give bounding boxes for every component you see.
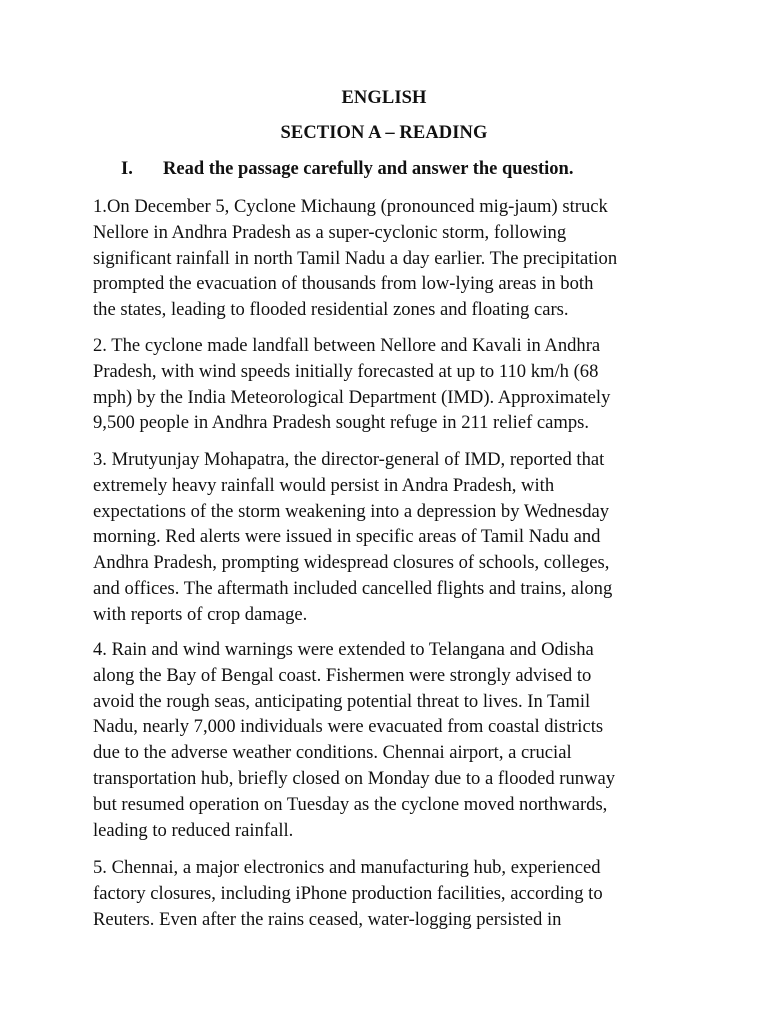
paragraph-line: expectations of the storm weakening into a depression by Wednesday [93,500,610,522]
paragraph-line: significant rainfall in north Tamil Nadu a day earlier. The precipitation [93,247,618,269]
paragraph-line: avoid the rough seas, anticipating potential threat to lives. In Tamil [93,690,591,712]
instruction-text: Read the passage carefully and answer the question. [163,159,574,179]
subject-heading: ENGLISH [341,88,427,108]
paragraph-line: extremely heavy rainfall would persist in Andra Pradesh, with [93,474,555,496]
paragraph-5 [93,855,693,932]
paragraph-line: Nellore in Andhra Pradesh as a super-cyclonic storm, following [93,221,567,243]
paragraph-line: 5. Chennai, a major electronics and manufacturing hub, experienced [93,857,601,878]
paragraph-line: and offices. The aftermath included cancelled flights and trains, along [93,577,613,599]
paragraph-line: mph) by the India Meteorological Department (IMD). Approximately [93,386,611,408]
paragraph-line: prompted the evacuation of thousands from low-lying areas in both [93,273,594,295]
paragraph-line: leading to reduced rainfall. [93,819,294,841]
paragraph-line: Andhra Pradesh, prompting widespread closures of schools, colleges, [93,552,610,574]
paragraph-line: due to the adverse weather conditions. Chennai airport, a crucial [93,742,572,764]
paragraph-line: Reuters. Even after the rains ceased, water-logging persisted in [93,908,562,930]
paragraph-line: Pradesh, with wind speeds initially forecasted at up to 110 km/h (68 [93,360,599,382]
paragraph-line: the states, leading to flooded residential zones and floating cars. [93,299,569,321]
paragraph-line: 3. Mrutyunjay Mohapatra, the director-general of IMD, reported that [93,449,605,470]
paragraph-line: factory closures, including iPhone production facilities, according to [93,882,603,904]
paragraph-4 [93,637,693,843]
paragraph-line: 9,500 people in Andhra Pradesh sought refuge in 211 relief camps. [93,412,590,434]
paragraph-line: morning. Red alerts were issued in specific areas of Tamil Nadu and [93,526,601,548]
paragraph-line: along the Bay of Bengal coast. Fishermen were strongly advised to [93,664,592,686]
instruction-number: I. [121,159,133,179]
section-heading: SECTION A – READING [280,123,488,143]
paragraph-line: 2. The cyclone made landfall between Nellore and Kavali in Andhra [93,335,601,356]
paragraph-line: but resumed operation on Tuesday as the cyclone moved northwards, [93,793,608,815]
paragraph-3 [93,447,693,628]
paragraph-2 [93,333,693,436]
paragraph-line: 4. Rain and wind warnings were extended to Telangana and Odisha [93,639,594,660]
paragraph-line: 1.On December 5, Cyclone Michaung (pronounced mig-jaum) struck [93,196,608,217]
instruction [121,159,573,180]
paragraph-1 [93,194,693,323]
paragraph-line: transportation hub, briefly closed on Monday due to a flooded runway [93,767,616,789]
paragraph-line: with reports of crop damage. [93,603,308,625]
paragraph-line: Nadu, nearly 7,000 individuals were evacuated from coastal districts [93,716,604,738]
